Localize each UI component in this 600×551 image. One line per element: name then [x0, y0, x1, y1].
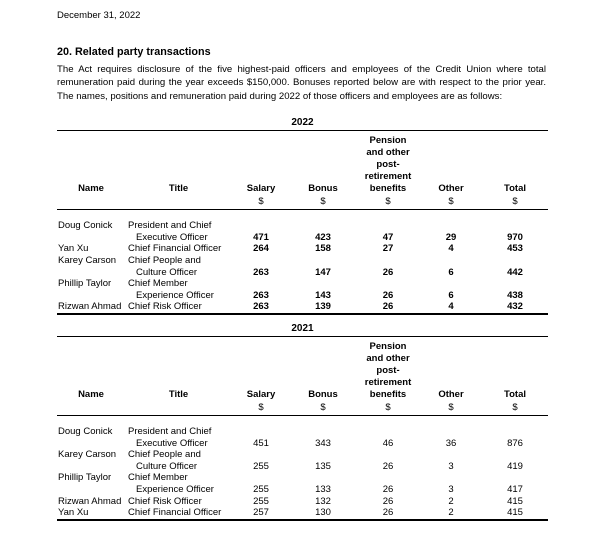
currency-sign: $: [356, 195, 420, 210]
col-header-title: Title: [168, 183, 189, 195]
amount-cell: 27: [382, 243, 394, 255]
table-row: [57, 210, 548, 232]
amount-cell: [232, 415, 290, 437]
amount-cell: [356, 415, 420, 437]
amount-cell: 4: [448, 243, 454, 255]
amount-cell: 264: [253, 243, 269, 255]
amount-cell: [420, 210, 482, 232]
table-year-title: 2022: [291, 117, 314, 129]
amount-cell: [356, 255, 420, 267]
officer-name-cell: Doug Conick: [58, 425, 113, 437]
amount-cell: 4: [448, 301, 454, 313]
officer-title-cell: Chief Member: [128, 472, 188, 484]
paragraph-line: The Act requires disclosure of the five highest-paid officers and employees of the Credit Union where total: [57, 64, 546, 75]
col-header-salary: Salary: [246, 183, 276, 195]
pension-header-line: benefits: [369, 388, 407, 400]
pension-header-line: retirement: [364, 376, 412, 388]
table-row: [57, 461, 548, 473]
currency-sign: $: [356, 401, 420, 416]
officer-title-cell: Experience Officer: [136, 289, 214, 301]
officer-title-cell: Executive Officer: [136, 231, 208, 243]
officer-title-cell: President and Chief: [128, 220, 212, 232]
paragraph-line: The names, positions and remuneration paid during 2022 of those officers and employees are as follows:: [57, 90, 503, 102]
officer-name-cell: [57, 438, 125, 450]
amount-cell: [232, 210, 290, 232]
amount-cell: [232, 449, 290, 461]
col-header-pension: [356, 131, 420, 196]
currency-sign: $: [420, 195, 482, 210]
currency-sign: $: [290, 401, 356, 416]
officer-name-cell: Karey Carson: [58, 449, 117, 461]
currency-sign: $: [482, 195, 548, 210]
officer-title-cell: Chief Financial Officer: [128, 507, 222, 519]
officer-name-cell: [57, 267, 125, 279]
amount-cell: [420, 415, 482, 437]
amount-cell: [482, 255, 548, 267]
date-line: December 31, 2022: [57, 10, 141, 21]
amount-cell: [356, 210, 420, 232]
col-header-other: Other: [438, 183, 464, 195]
amount-cell: [482, 278, 548, 290]
amount-cell: [420, 278, 482, 290]
amount-cell: 26: [382, 507, 394, 519]
amount-cell: [420, 449, 482, 461]
pension-header-line: Pension: [369, 135, 407, 147]
amount-cell: [482, 449, 548, 461]
officer-name-cell: Phillip Taylor: [58, 278, 112, 290]
amount-cell: 255: [253, 460, 269, 472]
amount-cell: 415: [507, 507, 523, 519]
table-row: [57, 301, 548, 314]
amount-cell: 876: [507, 437, 523, 449]
currency-sign: $: [232, 195, 290, 210]
col-header-salary: Salary: [246, 388, 276, 400]
table-row: [57, 290, 548, 302]
officer-name-cell: Rizwan Ahmad: [58, 301, 122, 313]
table-row: [57, 472, 548, 484]
pension-header-line: post-: [376, 364, 400, 376]
officer-title-cell: Chief Member: [128, 278, 188, 290]
amount-cell: 970: [507, 231, 523, 243]
officer-name-cell: Doug Conick: [58, 220, 113, 232]
table-year-title: 2021: [291, 322, 314, 334]
officer-title-cell: Chief People and: [128, 255, 201, 266]
amount-cell: 132: [315, 495, 331, 507]
table-body: [57, 415, 548, 519]
amount-cell: 263: [253, 301, 269, 313]
officer-title-cell: Chief Risk Officer: [128, 495, 202, 507]
amount-cell: [290, 472, 356, 484]
amount-cell: [356, 449, 420, 461]
amount-cell: [290, 449, 356, 461]
currency-sign: $: [290, 195, 356, 210]
col-header-name: Name: [78, 388, 104, 400]
currency-cell-empty: [125, 195, 232, 210]
officer-name-cell: [57, 461, 125, 473]
amount-cell: 3: [448, 460, 454, 472]
amount-cell: [290, 278, 356, 290]
pension-header-line: retirement: [364, 171, 412, 183]
amount-cell: [290, 255, 356, 267]
table-row: [57, 278, 548, 290]
table-header: [57, 336, 548, 415]
amount-cell: [290, 415, 356, 437]
amount-cell: 2: [448, 507, 454, 519]
currency-sign: $: [232, 401, 290, 416]
table-header: [57, 131, 548, 210]
officer-name-cell: Rizwan Ahmad: [58, 495, 122, 507]
officer-title-cell: President and Chief: [128, 425, 212, 437]
pension-header-line: post-: [376, 159, 400, 171]
amount-cell: 26: [382, 460, 394, 472]
amount-cell: [482, 415, 548, 437]
officer-title-cell: Executive Officer: [136, 437, 208, 449]
currency-sign: $: [482, 401, 548, 416]
table-row: [57, 267, 548, 279]
amount-cell: [290, 210, 356, 232]
amount-cell: 255: [253, 495, 269, 507]
officer-name-cell: [57, 290, 125, 302]
amount-cell: 26: [382, 301, 394, 313]
col-header-total: Total: [504, 388, 526, 400]
table-body: [57, 210, 548, 314]
officer-title-cell: Chief Financial Officer: [128, 243, 222, 255]
amount-cell: 135: [315, 460, 331, 472]
amount-cell: [356, 472, 420, 484]
table-row: [57, 255, 548, 267]
amount-cell: 143: [315, 289, 331, 301]
table-row: [57, 415, 548, 437]
intro-paragraph: [57, 63, 546, 103]
currency-cell-empty: [57, 401, 125, 416]
amount-cell: 26: [382, 266, 394, 278]
amount-cell: [232, 472, 290, 484]
officer-title-cell: Culture Officer: [136, 266, 198, 278]
officer-name-cell: Karey Carson: [58, 255, 117, 266]
amount-cell: 26: [382, 483, 394, 495]
amount-cell: 451: [253, 437, 269, 449]
officer-name-cell: [57, 232, 125, 244]
col-header-title: Title: [168, 388, 189, 400]
amount-cell: 471: [253, 231, 269, 243]
table-row: [57, 496, 548, 508]
table-row: [57, 507, 548, 520]
table-row: [57, 232, 548, 244]
amount-cell: 442: [507, 266, 523, 278]
currency-cell-empty: [57, 195, 125, 210]
currency-cell-empty: [125, 401, 232, 416]
amount-cell: 6: [448, 289, 454, 301]
amount-cell: 3: [448, 483, 454, 495]
amount-cell: [482, 472, 548, 484]
amount-cell: 419: [507, 460, 523, 472]
amount-cell: 343: [315, 437, 331, 449]
section-heading: 20. Related party transactions: [57, 46, 211, 58]
paragraph-line: remuneration paid during the year exceeds $150,000. Bonuses reported below are with respect to the prior year.: [57, 77, 546, 89]
officer-name-cell: Phillip Taylor: [58, 472, 112, 484]
col-header-total: Total: [504, 183, 526, 195]
amount-cell: 47: [382, 231, 394, 243]
amount-cell: 423: [315, 231, 331, 243]
amount-cell: 255: [253, 483, 269, 495]
amount-cell: 6: [448, 266, 454, 278]
amount-cell: 46: [382, 437, 394, 449]
pension-header-line: and other: [366, 352, 410, 364]
amount-cell: 147: [315, 266, 331, 278]
amount-cell: [232, 255, 290, 267]
amount-cell: 257: [253, 507, 269, 519]
amount-cell: 417: [507, 483, 523, 495]
amount-cell: 263: [253, 266, 269, 278]
col-header-bonus: Bonus: [308, 388, 338, 400]
amount-cell: 26: [382, 289, 394, 301]
amount-cell: [232, 278, 290, 290]
table-row: [57, 438, 548, 450]
amount-cell: 158: [315, 243, 331, 255]
amount-cell: 133: [315, 483, 331, 495]
pension-header-line: and other: [366, 147, 410, 159]
table-row: [57, 243, 548, 255]
remuneration-table-2022: [57, 130, 548, 315]
col-header-name: Name: [78, 183, 104, 195]
remuneration-section-2022: [57, 117, 548, 315]
amount-cell: 263: [253, 289, 269, 301]
officer-title-cell: Chief People and: [128, 449, 201, 461]
pension-header-line: Pension: [369, 340, 407, 352]
col-header-pension: [356, 336, 420, 401]
officer-name-cell: Yan Xu: [58, 507, 89, 519]
amount-cell: 36: [445, 437, 457, 449]
amount-cell: 29: [445, 231, 457, 243]
table-row: [57, 484, 548, 496]
officer-title-cell: Culture Officer: [136, 460, 198, 472]
amount-cell: [420, 255, 482, 267]
amount-cell: 139: [315, 301, 331, 313]
amount-cell: 130: [315, 507, 331, 519]
amount-cell: 453: [507, 243, 523, 255]
col-header-other: Other: [438, 388, 464, 400]
amount-cell: 2: [448, 495, 454, 507]
amount-cell: 26: [382, 495, 394, 507]
amount-cell: 438: [507, 289, 523, 301]
amount-cell: 415: [507, 495, 523, 507]
officer-title-cell: Chief Risk Officer: [128, 301, 202, 313]
table-row: [57, 449, 548, 461]
amount-cell: [482, 210, 548, 232]
officer-title-cell: Experience Officer: [136, 483, 214, 495]
amount-cell: 432: [507, 301, 523, 313]
amount-cell: [420, 472, 482, 484]
remuneration-section-2021: [57, 323, 548, 521]
officer-name-cell: Yan Xu: [58, 243, 89, 255]
officer-name-cell: [57, 484, 125, 496]
remuneration-table-2021: [57, 336, 548, 521]
pension-header-line: benefits: [369, 183, 407, 195]
amount-cell: [356, 278, 420, 290]
currency-sign: $: [420, 401, 482, 416]
col-header-bonus: Bonus: [308, 183, 338, 195]
